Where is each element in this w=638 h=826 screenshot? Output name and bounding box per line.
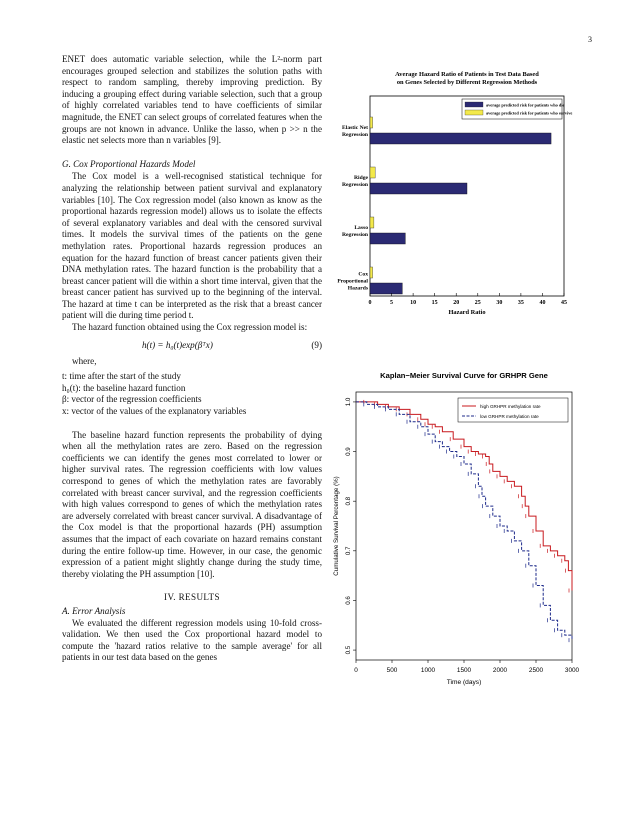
x-tick-label: 45 [561, 300, 567, 306]
equation-number: (9) [311, 339, 322, 350]
category-label: Regression [342, 132, 368, 138]
legend-entry: low GRHPR methylation rate [480, 414, 539, 419]
chart-title: Kaplan−Meier Survival Curve for GRHPR Gene [380, 371, 548, 380]
page-number: 3 [588, 35, 592, 44]
x-tick-label: 25 [474, 300, 481, 306]
category-label: Elastic Net [342, 125, 368, 131]
x-tick-label: 15 [431, 300, 438, 306]
y-tick-label: 0.5 [345, 645, 352, 655]
bar-survive [370, 167, 375, 178]
x-tick-label: 10 [410, 300, 417, 306]
x-tick-label: 2000 [492, 667, 508, 674]
y-tick-label: 0.7 [345, 546, 352, 556]
legend-entry: high GRHPR methylation rate [480, 404, 541, 409]
category-label: Regression [342, 182, 368, 188]
x-axis-label: Time (days) [446, 679, 482, 686]
definition-item: x: vector of the values of the explanatory variables [62, 406, 247, 417]
section-heading-error: A. Error Analysis [62, 605, 126, 616]
equation-9 [62, 334, 322, 356]
x-tick-label: 3000 [564, 667, 580, 674]
category-label: Regression [342, 232, 368, 238]
x-axis-label: Hazard Ratio [448, 309, 486, 316]
x-tick-label: 0 [368, 300, 372, 306]
legend-swatch [465, 102, 483, 107]
definition-item: h₀(t): the baseline hazard function [62, 382, 186, 393]
equation-body: h(t) = h₀(t)exp(βᵀx) [142, 339, 213, 350]
category-label: Ridge [354, 175, 368, 181]
kaplan-meier-chart [330, 366, 586, 696]
x-tick-label: 30 [496, 300, 503, 306]
category-label: Proportional [337, 278, 368, 285]
bar-survive [370, 267, 373, 278]
plot-frame [370, 96, 564, 296]
legend-entry: average predicted risk for patients who die [486, 102, 565, 108]
chart-title: Average Hazard Ratio of Patients in Test Data Based [395, 71, 539, 78]
paragraph-cox: The Cox model is a well-recognised statistical technique for analyzing the relationship between patient survival and explanatory variables [10]. The Cox regression model (also known as know as the proportional hazards regression model) allows us to isolate the effects of several explanatory variables and deal with the censored survival times. It models the survival times of the patients on the gene methylation rates. Proportional hazards regression produces an equation for the hazard function of breast cancer patients given their DNA methylation rates. The hazard function is the probability that a breast cancer patient will die within a short time interval, given that the breast cancer patient has survived up to the beginning of the interval. The hazard at time t can be interpreted as the risk that a breast cancer patient will die during time period t. [62, 171, 322, 321]
y-tick-label: 0.6 [345, 596, 352, 605]
hazard-ratio-bar-chart [332, 68, 578, 324]
x-tick-label: 20 [453, 300, 460, 306]
bar-survive [370, 217, 374, 228]
chart-title: on Genes Selected by Different Regression Methods [396, 79, 538, 86]
section-heading-results: IV. RESULTS [164, 592, 220, 603]
plot-frame [356, 392, 572, 660]
x-tick-label: 500 [386, 667, 398, 674]
legend-swatch [465, 110, 483, 115]
bar-survive [370, 117, 373, 128]
definition-item: β: vector of the regression coefficients [62, 394, 202, 405]
y-axis-label: Cumulative Survival Percentage (%) [333, 476, 340, 576]
paragraph-hazard-intro: The hazard function obtained using the Cox regression model is: [72, 322, 308, 333]
section-heading-cox: G. Cox Proportional Hazards Model [62, 158, 196, 169]
category-label: Cox [358, 271, 368, 278]
paragraph-baseline: The baseline hazard function represents the probability of dying when all the methylation rates are zero. Based on the regression coefficients we can identify the genes most correlated to lower or higher survival rates. The regression coefficients with low values correspond to genes of which the methylation rates are favorably correlated with breast cancer survival, and the regression coefficients with high values correspond to genes of which the methylation rates are adversely correlated with breast cancer survival. A disadvantage of the Cox model is that the proportional hazards (PH) assumption assumes that the impact of each covariate on hazard remains constant during the entire follow-up time. However, in our case, the genomic expression of a patient might slightly change during the study time, thereby violating the PH assumption [10]. [62, 429, 322, 579]
y-tick-label: 0.8 [345, 496, 352, 506]
x-tick-label: 35 [517, 300, 524, 306]
definition-item: t: time after the start of the study [62, 371, 181, 382]
x-tick-label: 5 [390, 300, 394, 306]
x-tick-label: 1500 [456, 667, 472, 674]
text-column [62, 54, 322, 664]
category-label: Lasso [354, 225, 368, 231]
paragraph-enet: ENET does automatic variable selection, while the L²-norm part encourages grouped selection and stabilizes the solution paths with respect to random sampling, thereby improving prediction. By inducing a grouping effect during variable selection, such that a group of highly correlated variables tend to have coefficients of similar magnitude, the ENET can select groups of correlated features when the groups are not known in advance. Unlike the lasso, when p >> n the elastic net selects more than n variables [9]. [62, 54, 322, 146]
y-tick-label: 0.9 [345, 447, 352, 456]
bar-die [370, 183, 467, 194]
where-label: where, [72, 355, 97, 366]
legend-entry: average predicted risk for patients who survive [486, 110, 573, 116]
bar-die [370, 133, 551, 144]
bar-die [370, 233, 405, 244]
x-tick-label: 1000 [420, 667, 436, 674]
paragraph-evaluation: We evaluated the different regression models using 10-fold cross-validation. We then used the Cox proportional hazard model to compute the 'hazard ratios relative to the sample average' for all patients in our test data based on the genes [62, 617, 322, 663]
x-tick-label: 40 [539, 300, 546, 306]
y-tick-label: 1.0 [345, 397, 352, 407]
x-tick-label: 0 [354, 667, 358, 674]
definition-list [62, 371, 322, 417]
x-tick-label: 2500 [528, 667, 544, 674]
category-label: Hazards [347, 285, 368, 292]
bar-die [370, 283, 402, 294]
